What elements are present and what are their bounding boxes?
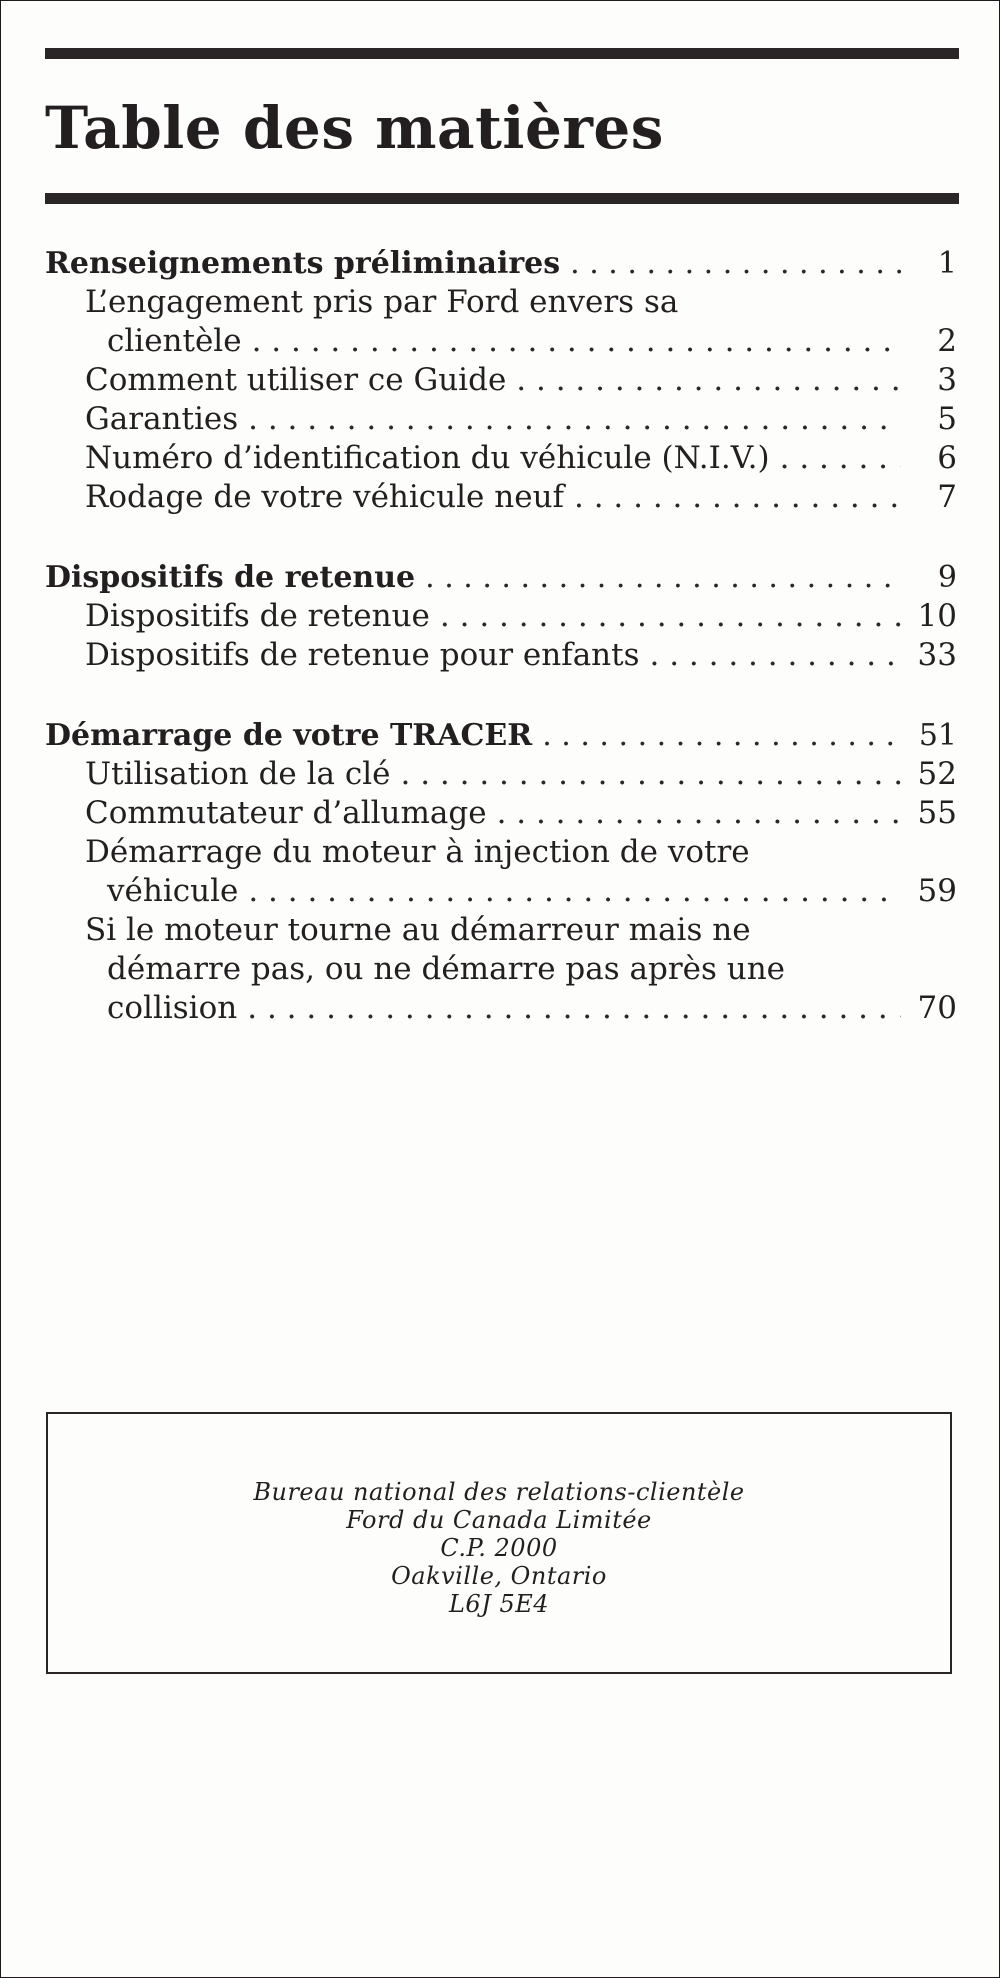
toc-entry-line [45,833,957,872]
page-number: 59 [917,873,957,909]
dot-leader [780,439,901,478]
address-block [48,1478,950,1618]
entry-text: Dispositifs de retenue [85,598,430,634]
dot-leader [248,400,901,439]
entry-text: démarre pas, ou ne démarre pas après une [107,951,786,987]
entry-text: Utilisation de la clé [85,756,391,792]
dot-leader [516,361,901,400]
entry-text: Numéro d’identification du véhicule (N.I.V.) [85,440,770,476]
page-number: 1 [937,246,957,281]
section-heading-row [45,244,957,283]
toc-entry-line [45,439,957,478]
dot-leader [650,636,901,675]
entry-text: clientèle [107,323,242,359]
entry-text: véhicule [107,873,239,909]
dot-leader [248,872,901,911]
dot-leader [440,597,901,636]
toc-entry-line [45,911,957,950]
table-of-contents [45,244,957,1069]
page-number: 51 [918,718,957,753]
address-line-company: Ford du Canada Limitée [346,1506,652,1534]
dot-leader [247,989,901,1028]
entry-text: Comment utiliser ce Guide [85,362,507,398]
address-line-city: Oakville, Ontario [391,1562,607,1590]
toc-entry-line [45,478,957,517]
entry-text: L’engagement pris par Ford envers sa [85,284,679,320]
title-rule [45,193,959,204]
toc-entry-line [45,400,957,439]
toc-entry-line [45,950,957,989]
dot-leader [497,794,901,833]
toc-entry-line [45,872,957,911]
entry-text: Rodage de votre véhicule neuf [85,479,565,515]
section-heading-row [45,558,957,597]
address-line-postal-code: L6J 5E4 [448,1590,549,1618]
toc-section [45,716,957,1028]
entry-text: Dispositifs de retenue pour enfants [85,637,640,673]
entry-text: Commutateur d’allumage [85,795,487,831]
toc-section [45,558,957,675]
dot-leader [574,478,901,517]
dot-leader [252,322,901,361]
toc-entry-line [45,636,957,675]
page-title: Table des matières [45,94,664,162]
page-number: 52 [917,756,957,792]
page-number: 2 [937,323,957,359]
toc-entry-line [45,794,957,833]
page-number: 9 [937,560,957,595]
page-number: 55 [917,795,957,831]
page-number: 7 [937,479,957,515]
address-line-office: Bureau national des relations-clientèle [253,1478,745,1506]
address-box [46,1412,952,1674]
toc-section [45,244,957,517]
toc-entry-line [45,361,957,400]
top-rule [45,48,959,59]
section-heading-row [45,716,957,755]
entry-text: Si le moteur tourne au démarreur mais ne [85,912,751,948]
page-number: 5 [937,401,957,437]
entry-text: collision [107,990,238,1026]
section-heading: Démarrage de votre TRACER [45,718,533,753]
page-number: 70 [917,990,957,1026]
dot-leader [542,716,901,755]
address-line-po-box: C.P. 2000 [440,1534,558,1562]
page-number: 3 [937,362,957,398]
toc-entry-line [45,283,957,322]
toc-entry-line [45,989,957,1028]
toc-entry-line [45,322,957,361]
toc-entry-line [45,597,957,636]
dot-leader [570,244,901,283]
section-heading: Dispositifs de retenue [45,560,416,595]
dot-leader [401,755,902,794]
page-number: 6 [937,440,957,476]
dot-leader [425,558,901,597]
toc-entry-line [45,755,957,794]
page-number: 10 [917,598,957,634]
page-number: 33 [917,637,957,673]
entry-text: Démarrage du moteur à injection de votre [85,834,750,870]
entry-text: Garanties [85,401,239,437]
section-heading: Renseignements préliminaires [45,246,561,281]
